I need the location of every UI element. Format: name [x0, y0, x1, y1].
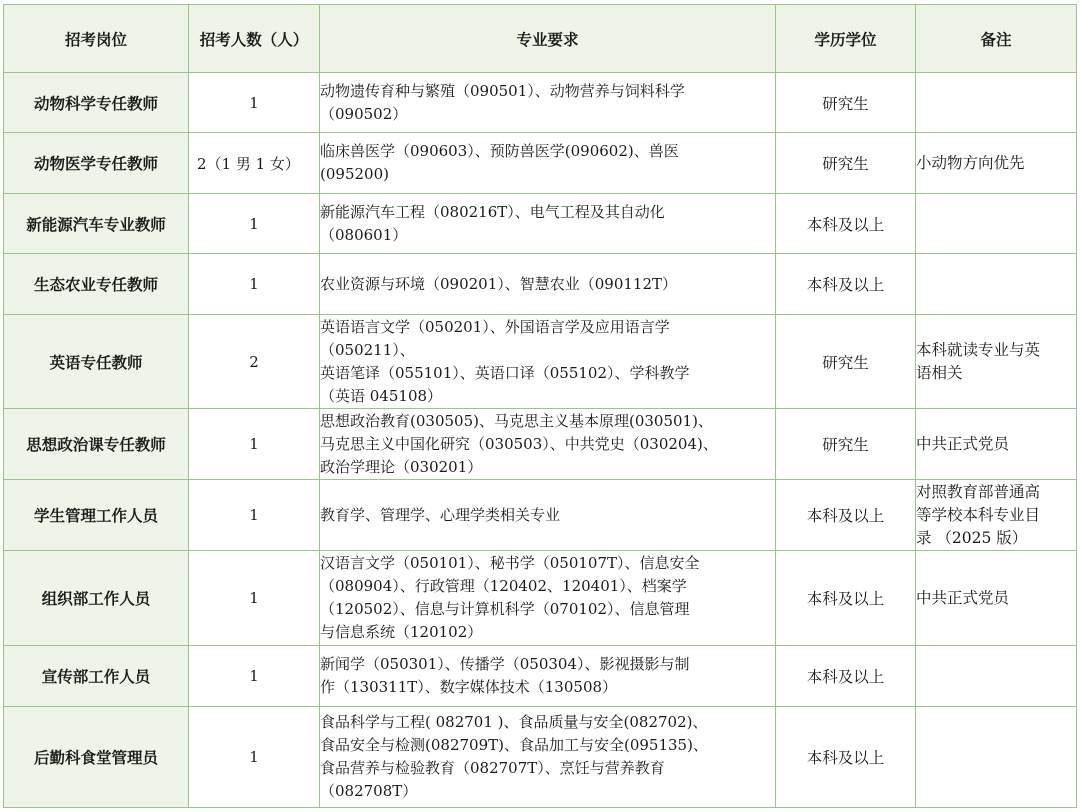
note-line: 小动物方向优先: [916, 153, 1025, 172]
header-position: 招考岗位: [4, 5, 189, 73]
count-cell: 1: [189, 194, 320, 254]
count-cell: 1: [189, 480, 320, 551]
degree-cell: 研究生: [776, 315, 916, 409]
position-cell: 思想政治课专任教师: [4, 409, 189, 480]
major-cell: [320, 133, 776, 194]
major-line: 与信息系统（120102）: [320, 623, 483, 641]
note-cell: [916, 73, 1077, 133]
note-line: 本科就读专业与英: [916, 340, 1041, 359]
major-cell: [320, 315, 776, 409]
position-cell: 组织部工作人员: [4, 551, 189, 646]
major-cell: [320, 254, 776, 315]
major-line: 农业资源与环境（090201）、智慧农业（090112T）: [320, 274, 678, 293]
table-row: [4, 133, 1077, 194]
position-cell: 后勤科食堂管理员: [4, 707, 189, 808]
major-line: （120502）、信息与计算机科学（070102）、信息管理: [320, 600, 690, 618]
count-cell: 1: [189, 707, 320, 808]
position-cell: 学生管理工作人员: [4, 480, 189, 551]
major-line: 新闻学（050301）、传播学（050304）、影视摄影与制: [320, 655, 690, 673]
major-cell: [320, 480, 776, 551]
major-line: 食品科学与工程( 082701 )、食品质量与安全(082702)、: [320, 713, 708, 731]
count-cell: 2（1 男 1 女）: [189, 133, 320, 194]
count-cell: 1: [189, 646, 320, 707]
major-line: （英语 045108）: [320, 386, 443, 405]
major-cell: [320, 707, 776, 808]
degree-cell: 研究生: [776, 73, 916, 133]
degree-cell: 本科及以上: [776, 707, 916, 808]
degree-cell: 本科及以上: [776, 254, 916, 315]
note-cell: [916, 315, 1077, 409]
major-line: （050211）、: [320, 340, 415, 359]
count-cell: 1: [189, 551, 320, 646]
major-cell: [320, 73, 776, 133]
degree-cell: 本科及以上: [776, 551, 916, 646]
major-cell: [320, 551, 776, 646]
count-cell: 1: [189, 254, 320, 315]
major-line: 新能源汽车工程（080216T）、电气工程及其自动化: [320, 202, 665, 221]
table-body: [4, 73, 1077, 808]
table-row: [4, 646, 1077, 707]
position-cell: 新能源汽车专业教师: [4, 194, 189, 254]
major-line: （080904）、行政管理（120402、120401）、档案学: [320, 577, 687, 595]
note-line: 中共正式党员: [916, 588, 1010, 607]
major-line: 政治学理论（030201）: [320, 457, 483, 476]
note-line: 录 （2025 版）: [916, 528, 1028, 547]
table-row: [4, 409, 1077, 480]
major-line: 作（130311T）、数字媒体技术（130508）: [320, 678, 618, 696]
note-cell: [916, 480, 1077, 551]
note-cell: [916, 254, 1077, 315]
recruitment-table: [3, 4, 1077, 808]
major-line: 动物遗传育种与繁殖（090501）、动物营养与饲料科学: [320, 81, 685, 100]
table-row: [4, 551, 1077, 646]
table-row: [4, 73, 1077, 133]
major-line: 马克思主义中国化研究（030503）、中共党史（030204)、: [320, 434, 718, 453]
note-line: 语相关: [916, 363, 963, 382]
note-cell: [916, 646, 1077, 707]
recruitment-table-container: [3, 4, 1077, 808]
header-degree: 学历学位: [776, 5, 916, 73]
degree-cell: 本科及以上: [776, 194, 916, 254]
header-row: [4, 5, 1077, 73]
major-cell: [320, 646, 776, 707]
major-line: 英语笔译（055101）、英语口译（055102）、学科教学: [320, 363, 690, 382]
note-line: 等学校本科专业目: [916, 505, 1041, 524]
note-line: 中共正式党员: [916, 434, 1010, 453]
table-row: [4, 194, 1077, 254]
table-row: [4, 254, 1077, 315]
header-major: 专业要求: [320, 5, 776, 73]
major-line: (095200): [320, 165, 389, 183]
position-cell: 宣传部工作人员: [4, 646, 189, 707]
note-cell: [916, 409, 1077, 480]
note-line: 对照教育部普通高: [916, 482, 1041, 501]
major-line: 教育学、管理学、心理学类相关专业: [320, 505, 561, 524]
note-cell: [916, 551, 1077, 646]
major-cell: [320, 194, 776, 254]
position-cell: 生态农业专任教师: [4, 254, 189, 315]
position-cell: 动物科学专任教师: [4, 73, 189, 133]
count-cell: 2: [189, 315, 320, 409]
header-count: 招考人数（人）: [189, 5, 320, 73]
position-cell: 英语专任教师: [4, 315, 189, 409]
major-line: 英语语言文学（050201）、外国语言学及应用语言学: [320, 317, 670, 336]
position-cell: 动物医学专任教师: [4, 133, 189, 194]
major-cell: [320, 409, 776, 480]
major-line: （090502）: [320, 104, 408, 123]
degree-cell: 研究生: [776, 409, 916, 480]
note-cell: [916, 707, 1077, 808]
major-line: 思想政治教育(030505)、马克思主义基本原理(030501)、: [320, 411, 713, 430]
table-row: [4, 480, 1077, 551]
major-line: 临床兽医学（090603）、预防兽医学(090602)、兽医: [320, 142, 679, 160]
degree-cell: 本科及以上: [776, 646, 916, 707]
major-line: （082708T）: [320, 782, 418, 800]
degree-cell: 本科及以上: [776, 480, 916, 551]
count-cell: 1: [189, 409, 320, 480]
count-cell: 1: [189, 73, 320, 133]
note-cell: [916, 194, 1077, 254]
major-line: 食品营养与检验教育（082707T）、烹饪与营养教育: [320, 759, 665, 777]
major-line: 汉语言文学（050101）、秘书学（050107T）、信息安全: [320, 554, 700, 572]
note-cell: [916, 133, 1077, 194]
header-note: 备注: [916, 5, 1077, 73]
major-line: （080601）: [320, 225, 408, 244]
degree-cell: 研究生: [776, 133, 916, 194]
table-row: [4, 707, 1077, 808]
table-row: [4, 315, 1077, 409]
major-line: 食品安全与检测(082709T)、食品加工与安全(095135)、: [320, 736, 708, 754]
